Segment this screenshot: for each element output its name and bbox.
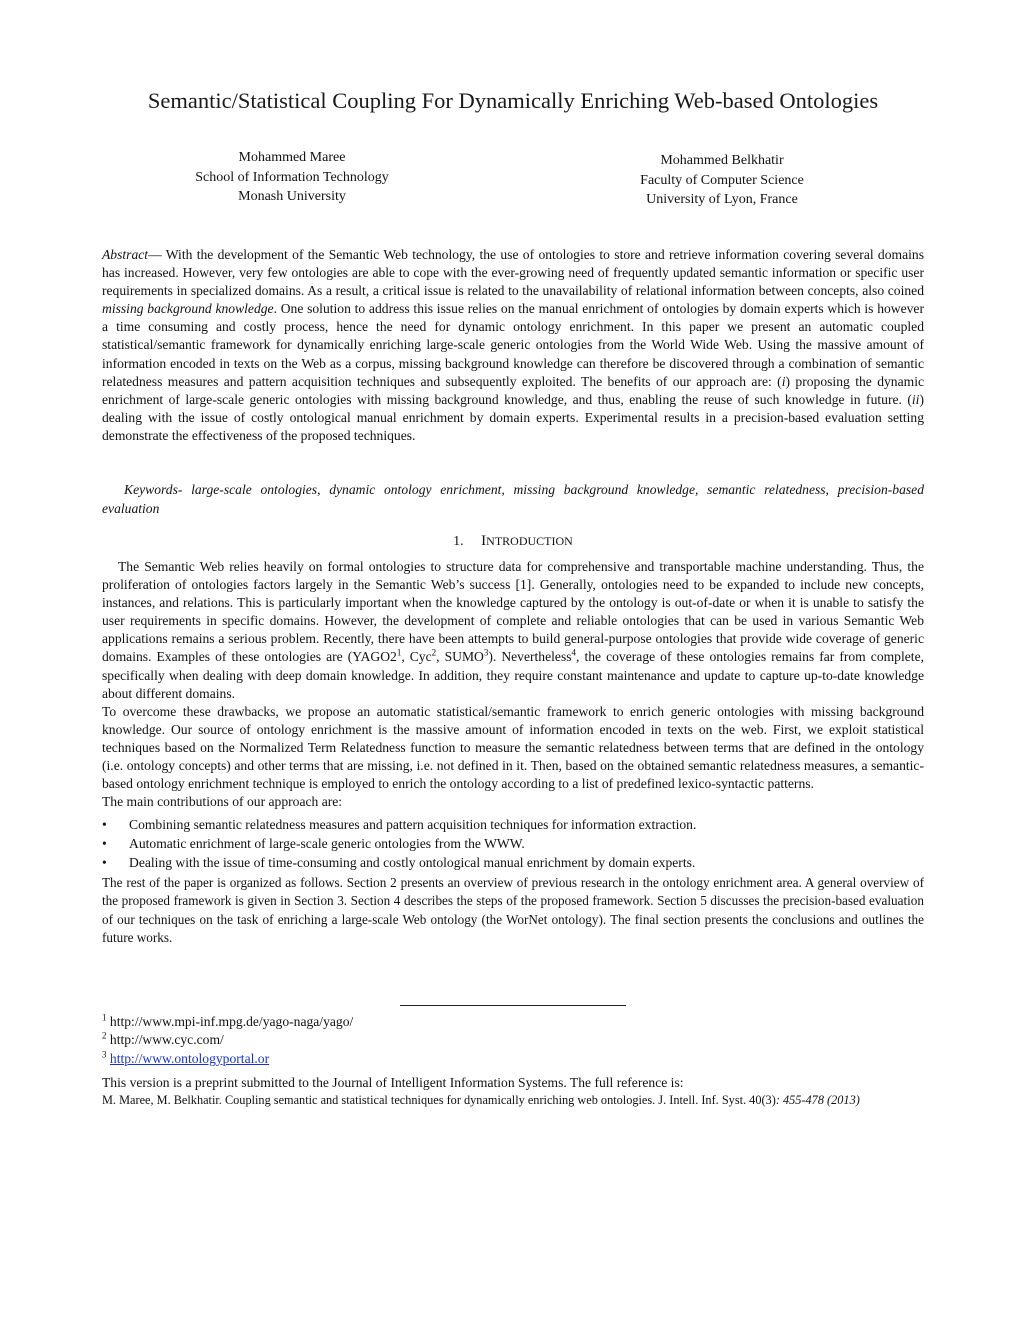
author-affiliation: Faculty of Computer Science [640,172,804,188]
abstract-text-1: With the development of the Semantic Web technology, the use of ontologies to store and retrieve information covering several domains has increased. However, very few ontologies are able to cope with the ever-growing need of frequently updated semantic information or specific user requirements in specialized domains. As a result, a critical issue is related to the unavailability of relational information between concepts, also coined [102,247,925,299]
footnote-link[interactable]: http://www.ontologyportal.or [109,1050,270,1066]
intro-paragraph-1 [102,558,924,703]
list-item [102,853,924,872]
section-title-initial: I [481,533,487,549]
intro-text: , the coverage of these ontologies remains far from complete, specifically when dealing with deep domain knowledge. In addition, they require constant maintenance and update to capture up-to-date knowledge about different domains. [102,649,925,701]
list-item [102,834,924,853]
author-name: Mohammed Maree [238,150,346,165]
section-title-rest: NTRODUCTION [486,534,573,548]
bullet-icon: • [102,836,107,852]
intro-paragraph-4: The rest of the paper is organized as follows. Section 2 presents an overview of previous research in the ontology enrichment area. A general overview of the proposed framework is given in Section 3. Section 4 describes the steps of the proposed framework. Section 5 discusses the precision-based evaluation of our techniques on the task of enriching a large-scale Web ontology (the WorNet ontology). The final section presents the conclusions and outlines the future works. [102,875,924,945]
bullet-icon: • [102,817,107,833]
abstract-dash: — [148,247,166,262]
footnote-number: 2 [102,1030,107,1041]
abstract-label: Abstract [102,247,149,262]
contributions-list [102,815,924,872]
footnote-2 [102,1031,924,1049]
abstract-text-2: . One solution to address this issue relies on the manual enrichment of ontologies by domain experts which is however a time consuming and costly process, hence the need for dynamic ontology enrichment. In this paper we present an automatic coupled statistical/semantic framework for dynamically enriching large-scale generic ontologies from the World Wide Web. Using the massive amount of information encoded in texts on the Web as a corpus, missing background knowledge can therefore be discovered through a combination of semantic relatedness measures and pattern acquisition techniques and subsequently exploited. The benefits of our approach are: ( [102,301,924,389]
footnote-ref-4[interactable]: 4 [571,647,577,658]
footnote-3 [102,1050,924,1068]
footnote-number: 1 [102,1012,107,1023]
footnote-1 [102,1013,924,1031]
intro-text: , Cyc [401,649,432,665]
intro-text: , SUMO [436,649,484,665]
footnote-ref-2[interactable]: 2 [431,647,437,658]
keywords: Keywords- large-scale ontologies, dynamic ontology enrichment, missing background knowledge, semantic relatedness, precision-based evaluation [102,482,924,516]
intro-text: ). Nevertheless [488,649,572,665]
footnote-url[interactable]: http://www.mpi-inf.mpg.de/yago-naga/yago/ [109,1014,354,1029]
author-institution: University of Lyon, France [646,192,798,207]
footnote-number: 3 [102,1049,107,1060]
author-institution: Monash University [238,189,346,204]
list-item-text: Dealing with the issue of time-consuming and costly ontological manual enrichment by domain experts. [129,855,696,871]
list-item-text: Automatic enrichment of large-scale generic ontologies from the WWW. [129,836,525,852]
intro-paragraph-2: To overcome these drawbacks, we propose an automatic statistical/semantic framework to enrich generic ontologies with missing background knowledge. Our source of ontology enrichment is the massive amount of information encoded in texts on the web. First, we exploit statistical techniques based on the Normalized Term Relatedness function to measure the semantic relatedness between terms that are defined in the ontology (i.e. ontology concepts) and other terms that are missing, i.e. not defined in it. Then, based on the obtained semantic relatedness measures, a semantic-based ontology enrichment technique is employed to enrich the ontology according to a list of predefined lexico-syntactic patterns. [102,703,924,792]
intro-paragraph-3: The main contributions of our approach are: [102,794,343,810]
footnote-ref-1[interactable]: 1 [396,647,402,658]
abstract-roman-ii: ii [911,391,920,407]
reference-text: M. Maree, M. Belkhatir. Coupling semantic and statistical techniques for dynamically enriching web ontologies. J. Intell. Inf. Syst. 40(3) [102,1093,776,1107]
introduction-body [102,558,924,947]
footnote-divider [400,1005,626,1006]
abstract [102,246,924,445]
author-block-2 [582,151,862,210]
paper-title: Semantic/Statistical Coupling For Dynamically Enriching Web-based Ontologies [147,88,879,113]
list-item-text: Combining semantic relatedness measures and pattern acquisition techniques for information extraction. [129,817,697,833]
footnote-ref-3[interactable]: 3 [483,647,489,658]
list-item [102,815,924,834]
footnotes [102,1013,924,1068]
author-name: Mohammed Belkhatir [660,153,784,168]
full-reference [102,1092,924,1109]
abstract-roman-i: i [781,373,786,389]
preprint-note: This version is a preprint submitted to the Journal of Intelligent Information Systems. The full reference is: [102,1075,684,1090]
section-number: 1. [453,534,464,549]
author-affiliation: School of Information Technology [195,169,389,185]
intro-text: The Semantic Web relies heavily on formal ontologies to structure data for comprehensive and transportable machine understanding. Thus, the proliferation of ontologies factors largely in the Semantic Web’s success [1]. Generally, ontologies need to be expanded to include new concepts, instances, and relations. This is particularly important when the knowledge captured by the ontology is out-of-date or when it is unable to satisfy the user requirements in specific domains. However, the development of complete and reliable ontologies that can be used in various Semantic Web applications remains a serious problem. Recently, there have been attempts to build general-purpose ontologies that provide wide coverage of generic domains. Examples of these ontologies are (YAGO2 [102,559,924,665]
author-block-1 [152,148,432,207]
footnote-url[interactable]: http://www.cyc.com/ [109,1032,224,1048]
abstract-text-3: ) proposing the dynamic enrichment of large-scale generic ontologies with missing background knowledge, and thus, enabling the reuse of such knowledge in future. ( [102,373,925,407]
reference-pages: : 455-478 (2013) [775,1093,860,1107]
bullet-icon: • [102,855,107,871]
section-heading-introduction [102,531,924,552]
abstract-emphasis: missing background knowledge [102,301,274,317]
abstract-text-4: ) dealing with the issue of costly ontological manual enrichment by domain experts. Experimental results in a precision-based evaluation setting demonstrate the effectiveness of the proposed techniques. [102,391,924,443]
